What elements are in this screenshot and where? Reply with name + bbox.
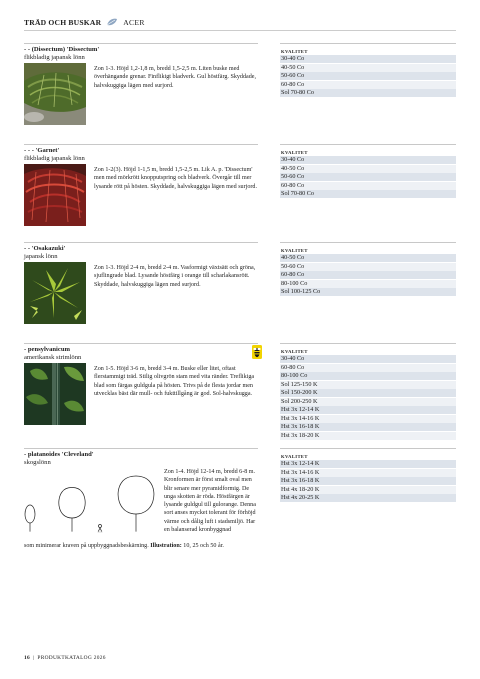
quality-row: 40-50 Co <box>280 254 456 262</box>
quality-row: 50-60 Co <box>280 173 456 181</box>
quality-row: 60-80 Co <box>280 81 456 89</box>
quality-row: Sol 100-125 Co <box>280 288 456 296</box>
page-header <box>24 14 145 30</box>
quality-row: 50-60 Co <box>280 72 456 80</box>
quality-row: 40-50 Co <box>280 64 456 72</box>
product-entry <box>24 343 456 443</box>
product-photo <box>24 63 86 125</box>
quality-header: KVALITET <box>281 150 308 155</box>
quality-list <box>280 348 456 440</box>
quality-row: Hst 4x 20-25 K <box>280 494 456 502</box>
entry-divider <box>24 242 258 243</box>
genus-title: ACER <box>123 17 145 27</box>
product-name: - platanoides 'Cleveland' <box>24 451 94 458</box>
quality-row: Hst 3x 14-16 K <box>280 415 456 423</box>
quality-row: 60-80 Co <box>280 364 456 372</box>
common-name: skogslönn <box>24 459 51 466</box>
common-name: amerikansk strimlönn <box>24 354 82 361</box>
entry-divider <box>24 144 258 145</box>
page-footer <box>24 655 106 661</box>
quality-list <box>280 453 456 503</box>
entry-divider <box>24 343 258 344</box>
page-number: 16 <box>24 655 30 661</box>
quality-row: 80-100 Co <box>280 372 456 380</box>
quality-list <box>280 247 456 297</box>
product-photo <box>24 363 86 425</box>
entry-divider <box>24 448 258 449</box>
description-tail: som minimerar kraven på uppbyggnadsbeskärning. <box>24 543 149 549</box>
quality-row: 60-80 Co <box>280 271 456 279</box>
product-name: - - (Dissectum) 'Dissectum' <box>24 46 100 53</box>
quality-row: Sol 125-150 K <box>280 381 456 389</box>
quality-row: 50-60 Co <box>280 263 456 271</box>
header-divider <box>24 30 456 31</box>
quality-header: KVALITET <box>281 248 308 253</box>
quality-divider <box>280 448 456 449</box>
product-name: - pensylvanicum <box>24 346 70 353</box>
quality-list <box>280 149 456 199</box>
quality-row: 30-40 Co <box>280 55 456 63</box>
quality-row: Hst 3x 12-14 K <box>280 460 456 468</box>
quality-row: Sol 150-200 K <box>280 389 456 397</box>
common-name: japansk lönn <box>24 253 58 260</box>
product-entry <box>24 448 456 560</box>
product-description: Zon 1-2(3). Höjd 1-1,5 m, bredd 1,5-2,5 m. Lik A. p. 'Dissectum' men med mörkrött knopputspring och bladverk. Övergår till mer lysande rött på hösten. Skyddade, halvskuggiga lägen med surjord. <box>94 167 257 190</box>
quality-divider <box>280 144 456 145</box>
product-entry <box>24 242 456 334</box>
quality-divider <box>280 242 456 243</box>
product-description: Zon 1-4. Höjd 12-14 m, bredd 6-8 m. Kronformen är först smalt oval men blir senare mer pyramidformig. De unga skotten är röda. Höstfärgen är lysande guldgul till gulorange. Denna sort anses mycket tolerant för förhöjd värme och dålig luft i stadsmiljö. Har en balanserad kronbyggnad <box>164 469 256 534</box>
quality-row: Hst 3x 14-16 K <box>280 469 456 477</box>
quality-row: Hst 4x 18-20 K <box>280 486 456 494</box>
quality-row: 60-80 Co <box>280 182 456 190</box>
quality-divider <box>280 43 456 44</box>
quality-row: Sol 70-80 Co <box>280 89 456 97</box>
illustration-label: Illustration: <box>150 543 182 549</box>
quality-list <box>280 48 456 98</box>
quality-row: Hst 3x 16-18 K <box>280 423 456 431</box>
product-description-cont <box>24 542 258 550</box>
catalog-name: PRODUKTKATALOG 2026 <box>37 655 106 661</box>
product-name: - - 'Osakazuki' <box>24 245 66 252</box>
quality-row: 40-50 Co <box>280 165 456 173</box>
common-name: flikbladig japansk lönn <box>24 54 85 61</box>
leaf-icon <box>106 18 118 26</box>
product-photo <box>24 164 86 226</box>
quality-row: Sol 70-80 Co <box>280 190 456 198</box>
product-photo <box>24 262 86 324</box>
bee-icon <box>252 345 262 359</box>
quality-row: 80-100 Co <box>280 280 456 288</box>
quality-row: Hst 3x 18-20 K <box>280 432 456 440</box>
product-description: Zon 1-3. Höjd 2-4 m, bredd 2-4 m. Vasformigt växtsätt och gröna, sjuflingrade blad. Lysande höstfärg i orange till scharlakansrött. Skyddade, halvskuggiga lägen med surjord. <box>94 265 256 288</box>
product-description: Zon 1-3. Höjd 1,2-1,8 m, bredd 1,5-2,5 m. Liten buske med överhängande grenar. Finflikigt bladverk. Gul höstfärg. Skyddade, halvskuggiga lägen med surjord. <box>94 66 257 89</box>
product-entry <box>24 144 456 236</box>
footer-separator: | <box>33 655 35 661</box>
entry-divider <box>24 43 258 44</box>
quality-divider <box>280 343 456 344</box>
category-title: TRÄD OCH BUSKAR <box>24 17 102 27</box>
quality-row: 30-40 Co <box>280 355 456 363</box>
quality-row: 30-40 Co <box>280 156 456 164</box>
product-name: - - - 'Garnet' <box>24 147 60 154</box>
quality-header: KVALITET <box>281 49 308 54</box>
product-entry <box>24 43 456 135</box>
illustration-ages: 10, 25 och 50 år. <box>183 543 224 549</box>
quality-row: Hst 3x 12-14 K <box>280 406 456 414</box>
quality-header: KVALITET <box>281 454 308 459</box>
common-name: flikbladig japansk lönn <box>24 155 85 162</box>
quality-row: Sol 200-250 K <box>280 398 456 406</box>
quality-header: KVALITET <box>281 349 308 354</box>
quality-row: Hst 3x 16-18 K <box>280 477 456 485</box>
product-description: Zon 1-5. Höjd 3-6 m, bredd 3-4 m. Buske eller litet, oftast flerstammigt träd. Stilig olivgrön stam med vita ränder. Treflikiga blad som färgas guldgula på hösten. Trivs på de flesta jordar men utvecklas bäst där mull- och fukttillgång är god. Sol-halvskugga. <box>94 366 255 397</box>
